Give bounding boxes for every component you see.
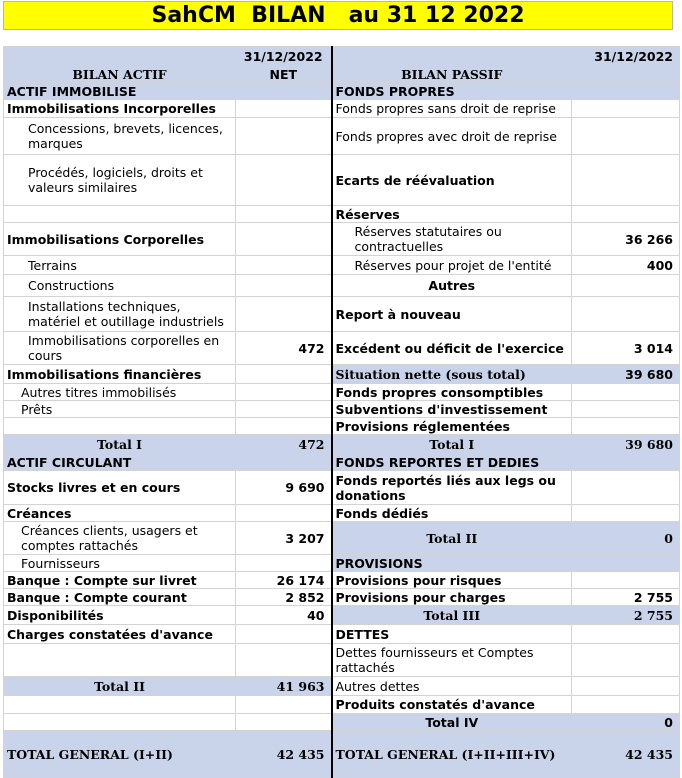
table-row (4, 118, 680, 155)
actif-heading: BILAN ACTIF (4, 66, 236, 83)
table-row (4, 731, 680, 778)
actif-value-cell: 472 (236, 435, 332, 454)
actif-label-cell: Disponibilités (4, 606, 236, 625)
passif-value-cell (572, 83, 680, 100)
net-heading: NET (236, 66, 332, 83)
passif-label-cell: Provisions réglementées (332, 418, 572, 435)
actif-value-cell (236, 275, 332, 297)
actif-value-cell (236, 625, 332, 644)
passif-value-cell: 42 435 (572, 731, 680, 778)
actif-date-header: 31/12/2022 (236, 47, 332, 66)
table-row (4, 297, 680, 332)
actif-label-cell: Total I (4, 435, 236, 454)
passif-label-cell: Réserves (332, 206, 572, 223)
actif-label-cell: Terrains (4, 256, 236, 275)
actif-value-cell (236, 256, 332, 275)
actif-value-cell (236, 206, 332, 223)
passif-value-cell: 2 755 (572, 606, 680, 625)
actif-value-cell (236, 297, 332, 332)
table-row (4, 677, 680, 696)
passif-value-cell (572, 625, 680, 644)
passif-value-cell (572, 100, 680, 118)
passif-value-cell (572, 696, 680, 714)
passif-value-cell: 2 755 (572, 589, 680, 606)
actif-value-cell: 41 963 (236, 677, 332, 696)
passif-label-cell: Autres dettes (332, 677, 572, 696)
actif-label-cell: Immobilisations corporelles en cours (4, 332, 236, 365)
actif-value-cell (236, 384, 332, 401)
actif-value-cell: 26 174 (236, 572, 332, 589)
table-row (4, 332, 680, 365)
actif-value-cell: 3 207 (236, 522, 332, 555)
actif-label-cell: ACTIF IMMOBILISE (4, 83, 236, 100)
actif-label-cell: Total II (4, 677, 236, 696)
blank-header-cell (4, 47, 236, 66)
actif-label-cell: Immobilisations financières (4, 365, 236, 384)
actif-label-cell: Immobilisations Corporelles (4, 223, 236, 256)
table-row (4, 155, 680, 206)
passif-value-cell (572, 275, 680, 297)
actif-value-cell (236, 365, 332, 384)
passif-value-cell (572, 505, 680, 522)
actif-value-cell: 472 (236, 332, 332, 365)
passif-label-cell: Report à nouveau (332, 297, 572, 332)
passif-label-cell: FONDS REPORTES ET DEDIES (332, 454, 572, 471)
passif-label-cell: Total I (332, 435, 572, 454)
passif-value-cell: 0 (572, 714, 680, 731)
passif-value-cell (572, 118, 680, 155)
table-row (4, 365, 680, 384)
actif-label-cell (4, 696, 236, 714)
table-row (4, 83, 680, 100)
passif-label-cell: TOTAL GENERAL (I+II+III+IV) (332, 731, 572, 778)
passif-value-cell (572, 644, 680, 677)
table-row (4, 206, 680, 223)
table-row (4, 471, 680, 505)
actif-value-cell: 40 (236, 606, 332, 625)
passif-date-header: 31/12/2022 (572, 47, 680, 66)
blank-header-cell (572, 66, 680, 83)
passif-value-cell: 400 (572, 256, 680, 275)
actif-value-cell (236, 714, 332, 731)
passif-label-cell: Subventions d'investissement (332, 401, 572, 418)
actif-value-cell (236, 505, 332, 522)
actif-value-cell: 9 690 (236, 471, 332, 505)
passif-label-cell: Total IV (332, 714, 572, 731)
passif-value-cell (572, 401, 680, 418)
table-row (4, 522, 680, 555)
passif-value-cell (572, 572, 680, 589)
actif-label-cell (4, 418, 236, 435)
actif-label-cell: Prêts (4, 401, 236, 418)
passif-value-cell (572, 418, 680, 435)
passif-label-cell: Ecarts de réévaluation (332, 155, 572, 206)
actif-value-cell (236, 155, 332, 206)
actif-value-cell: 42 435 (236, 731, 332, 778)
passif-label-cell: Fonds propres sans droit de reprise (332, 100, 572, 118)
actif-label-cell: Constructions (4, 275, 236, 297)
passif-label-cell: Provisions pour charges (332, 589, 572, 606)
actif-label-cell: Autres titres immobilisés (4, 384, 236, 401)
passif-label-cell: Total II (332, 522, 572, 555)
passif-label-cell: Provisions pour risques (332, 572, 572, 589)
actif-label-cell: Charges constatées d'avance (4, 625, 236, 644)
actif-value-cell (236, 100, 332, 118)
table-row (4, 223, 680, 256)
actif-label-cell: ACTIF CIRCULANT (4, 454, 236, 471)
passif-value-cell: 0 (572, 522, 680, 555)
table-row (4, 589, 680, 606)
actif-value-cell (236, 118, 332, 155)
passif-label-cell: Autres (332, 275, 572, 297)
table-row (4, 696, 680, 714)
table-row (4, 256, 680, 275)
actif-label-cell: Créances (4, 505, 236, 522)
table-row (4, 572, 680, 589)
table-row (4, 606, 680, 625)
table-row (4, 714, 680, 731)
passif-label-cell: Situation nette (sous total) (332, 365, 572, 384)
passif-value-cell (572, 471, 680, 505)
passif-heading: BILAN PASSIF (332, 66, 572, 83)
table-row (4, 625, 680, 644)
table-row (4, 418, 680, 435)
passif-value-cell: 39 680 (572, 365, 680, 384)
passif-label-cell: Fonds reportés liés aux legs ou donations (332, 471, 572, 505)
actif-value-cell (236, 555, 332, 572)
passif-label-cell: Réserves statutaires ou contractuelles (332, 223, 572, 256)
passif-label-cell: Produits constatés d'avance (332, 696, 572, 714)
table-row (4, 275, 680, 297)
passif-label-cell: FONDS PROPRES (332, 83, 572, 100)
table-row (4, 384, 680, 401)
actif-label-cell: Immobilisations Incorporelles (4, 100, 236, 118)
balance-sheet-table (3, 46, 680, 778)
table-row (4, 100, 680, 118)
passif-label-cell: DETTES (332, 625, 572, 644)
actif-label-cell: Procédés, logiciels, droits et valeurs similaires (4, 155, 236, 206)
passif-label-cell: Fonds propres consomptibles (332, 384, 572, 401)
table-row (4, 454, 680, 471)
passif-value-cell (572, 297, 680, 332)
passif-value-cell: 36 266 (572, 223, 680, 256)
passif-label-cell: Excédent ou déficit de l'exercice (332, 332, 572, 365)
table-row (4, 505, 680, 522)
actif-label-cell: TOTAL GENERAL (I+II) (4, 731, 236, 778)
actif-value-cell (236, 223, 332, 256)
passif-value-cell: 3 014 (572, 332, 680, 365)
actif-value-cell (236, 401, 332, 418)
actif-value-cell (236, 696, 332, 714)
actif-value-cell (236, 418, 332, 435)
actif-value-cell: 2 852 (236, 589, 332, 606)
actif-label-cell: Concessions, brevets, licences, marques (4, 118, 236, 155)
passif-value-cell (572, 454, 680, 471)
actif-label-cell (4, 644, 236, 677)
actif-label-cell: Créances clients, usagers et comptes rattachés (4, 522, 236, 555)
actif-value-cell (236, 644, 332, 677)
passif-label-cell: PROVISIONS (332, 555, 572, 572)
actif-label-cell: Stocks livres et en cours (4, 471, 236, 505)
actif-label-cell (4, 206, 236, 223)
actif-label-cell: Fournisseurs (4, 555, 236, 572)
actif-label-cell: Installations techniques, matériel et outillage industriels (4, 297, 236, 332)
passif-value-cell (572, 555, 680, 572)
passif-value-cell (572, 384, 680, 401)
passif-value-cell (572, 155, 680, 206)
balance-rows (4, 83, 680, 778)
passif-value-cell (572, 677, 680, 696)
blank-header-cell (332, 47, 572, 66)
actif-label-cell: Banque : Compte sur livret (4, 572, 236, 589)
passif-label-cell: Réserves pour projet de l'entité (332, 256, 572, 275)
table-row (4, 555, 680, 572)
table-row (4, 401, 680, 418)
table-row (4, 435, 680, 454)
passif-label-cell: Total III (332, 606, 572, 625)
passif-label-cell: Fonds propres avec droit de reprise (332, 118, 572, 155)
actif-label-cell (4, 714, 236, 731)
passif-value-cell: 39 680 (572, 435, 680, 454)
table-row (4, 644, 680, 677)
actif-value-cell (236, 454, 332, 471)
actif-label-cell: Banque : Compte courant (4, 589, 236, 606)
passif-value-cell (572, 206, 680, 223)
actif-value-cell (236, 83, 332, 100)
passif-label-cell: Fonds dédiés (332, 505, 572, 522)
sheet-title: SahCM BILAN au 31 12 2022 (3, 1, 673, 30)
passif-label-cell: Dettes fournisseurs et Comptes rattachés (332, 644, 572, 677)
